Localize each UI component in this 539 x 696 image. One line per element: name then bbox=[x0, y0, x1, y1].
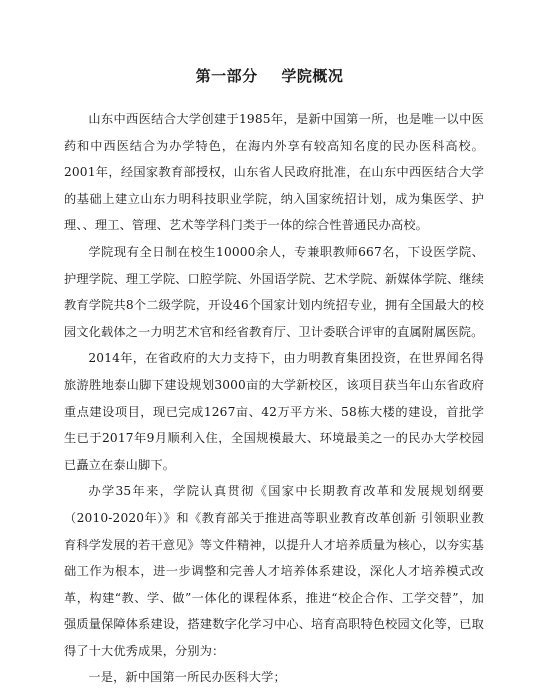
paragraph-achievements: 办学35年来，学院认真贯彻《国家中长期教育改革和发展规划纲要（2010-2020年）》和《教育部关于推进高等职业教育改革创新 引领职业教育科学发展的若干意见》等文件精神，以提升人才培养质量为核心，以夯实基础工作为根本，进一步调整和完善人才培养体系建设，深化人才培养模式改革，构建“教、学、做”一体化的课程体系，推进“校企合作、工学交替”，加强质量保障体系建设，搭建数字化学习中心、培育高职特色校园文化等，已取得了十大优秀成果，分别为： bbox=[64, 484, 484, 658]
paragraph-first-achievement: 一是，新中国第一所民办医科大学； bbox=[88, 670, 286, 685]
paragraph-scale: 学院现有全日制在校生10000余人，专兼职教师667名，下设医学院、护理学院、理工学院、口腔学院、外国语学院、艺术学院、新媒体学院、继续教育学院共8个二级学院，开设46个国家计划内统招专业，拥有全国最大的校园文化载体之一力明艺术官和经省教育厅、卫计委联合评审的直属附属医院。 bbox=[64, 244, 484, 339]
paragraph-history: 山东中西医结合大学创建于1985年，是新中国第一所，也是唯一以中医药和中西医结合为办学特色，在海内外享有较高知名度的民办医科高校。2001年，经国家教育部授权，山东省人民政府批准，在山东中西医结合大学的基础上建立山东力明科技职业学院，纳入国家统招计划，成为集医学、护理、、理工、管理、艺术等学科门类于一体的综合性普通民办高校。 bbox=[64, 112, 484, 233]
paragraph-new-campus: 2014年，在省政府的大力支持下，由力明教育集团投资，在世界闻名得旅游胜地泰山脚下建设规划3000亩的大学新校区，该项目获当年山东省政府重点建设项目，现已完成1267亩、42万平方米、58栋大楼的建设，首批学生已于2017年9月顺利入住，全国规模最大、环境最美之一的民办大学校园已矗立在泰山脚下。 bbox=[64, 351, 484, 472]
body-text bbox=[64, 106, 484, 691]
section-title: 第一部分 学院概况 bbox=[195, 67, 344, 85]
